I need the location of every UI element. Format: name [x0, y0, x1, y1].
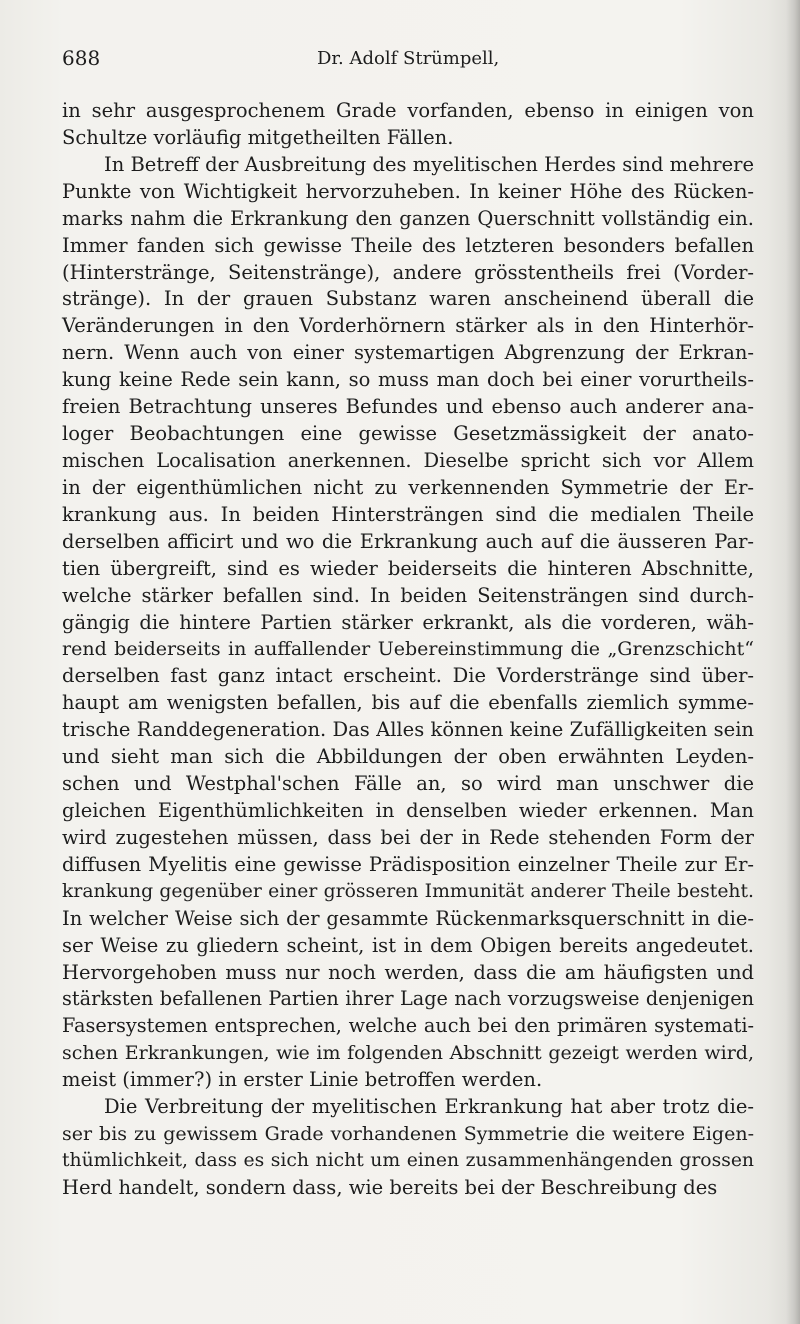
text-line: gleichen Eigenthümlichkeiten in denselben wieder erkennen. Man [62, 798, 754, 822]
page-number: 688 [62, 46, 101, 70]
text-line: ser bis zu gewissem Grade vorhandenen Symmetrie die weitere Eigen- [62, 1123, 754, 1146]
text-line: schen und Westphal'schen Fälle an, so wird man unschwer die [62, 772, 754, 796]
body-text [62, 98, 754, 1202]
text-line: welche stärker befallen sind. In beiden Seitensträngen sind durch- [62, 583, 754, 607]
text-line: diffusen Myelitis eine gewisse Prädisposition einzelner Theile zur Er- [62, 852, 754, 876]
paragraph [62, 98, 754, 152]
text-line: stränge). In der grauen Substanz waren anscheinend überall die [62, 287, 754, 311]
text-line: thümlichkeit, dass es sich nicht um einen zusammenhängenden grossen [62, 1149, 754, 1171]
text-line: mischen Localisation anerkennen. Dieselbe spricht sich vor Allem [62, 448, 754, 472]
text-line: In Betreff der Ausbreitung des myelitischen Herdes sind mehrere [104, 152, 754, 176]
text-line: schen Erkrankungen, wie im folgenden Abschnitt gezeigt werden wird, [62, 1042, 754, 1065]
text-line: derselben afficirt und wo die Erkrankung auch auf die äusseren Par- [62, 529, 754, 553]
running-head: Dr. Adolf Strümpell, [317, 48, 500, 69]
text-line: rend beiderseits in auffallender Uebereinstimmung die „Grenzschicht“ [62, 638, 754, 661]
text-line: loger Beobachtungen eine gewisse Gesetzmässigkeit der anato- [62, 422, 754, 446]
text-line: Punkte von Wichtigkeit hervorzuheben. In keiner Höhe des Rücken- [62, 179, 754, 203]
text-line: krankung aus. In beiden Hintersträngen sind die medialen Theile [62, 502, 754, 526]
text-line: nern. Wenn auch von einer systemartigen Abgrenzung der Erkran- [62, 341, 754, 365]
text-line: Herd handelt, sondern dass, wie bereits bei der Beschreibung des [62, 1175, 718, 1199]
text-line: stärksten befallenen Partien ihrer Lage nach vorzugsweise denjenigen [62, 987, 754, 1011]
text-line: derselben fast ganz intact erscheint. Die Vorderstränge sind über- [62, 664, 754, 688]
text-line: tien übergreift, sind es wieder beiderseits die hinteren Abschnitte, [62, 556, 754, 580]
paragraph [62, 1094, 754, 1202]
text-line: marks nahm die Erkrankung den ganzen Querschnitt vollständig ein. [62, 206, 754, 230]
text-line: Immer fanden sich gewisse Theile des letzteren besonders befallen [62, 233, 754, 257]
text-line: In welcher Weise sich der gesammte Rückenmarksquerschnitt in die- [62, 906, 754, 930]
text-line: gängig die hintere Partien stärker erkrankt, als die vorderen, wäh- [62, 610, 754, 634]
text-line: Schultze vorläufig mitgetheilten Fällen. [62, 125, 454, 149]
text-line: Hervorgehoben muss nur noch werden, dass die am häufigsten und [62, 960, 754, 984]
page-edge-shadow [786, 0, 800, 1324]
text-line: trische Randdegeneration. Das Alles können keine Zufälligkeiten sein [62, 718, 754, 742]
text-line: kung keine Rede sein kann, so muss man doch bei einer vorurtheils- [62, 368, 754, 392]
text-line: in der eigenthümlichen nicht zu verkennenden Symmetrie der Er- [62, 475, 754, 499]
text-line: und sieht man sich die Abbildungen der oben erwähnten Leyden- [62, 745, 754, 769]
text-line: wird zugestehen müssen, dass bei der in Rede stehenden Form der [62, 825, 754, 849]
text-line: haupt am wenigsten befallen, bis auf die ebenfalls ziemlich symme- [62, 691, 754, 715]
paragraph [62, 152, 754, 1094]
text-line: Die Verbreitung der myelitischen Erkrankung hat aber trotz die- [104, 1095, 754, 1119]
text-line: in sehr ausgesprochenem Grade vorfanden, ebenso in einigen von [62, 99, 754, 122]
text-line: (Hinterstränge, Seitenstränge), andere grösstentheils frei (Vorder- [62, 260, 754, 284]
text-line: ser Weise zu gliedern scheint, ist in dem Obigen bereits angedeutet. [62, 933, 754, 957]
text-line: krankung gegenüber einer grösseren Immunität anderer Theile besteht. [62, 880, 754, 902]
text-line: meist (immer?) in erster Linie betroffen werden. [62, 1068, 543, 1092]
page-header [62, 46, 754, 76]
text-line: Fasersystemen entsprechen, welche auch bei den primären systemati- [62, 1014, 754, 1038]
text-line: Veränderungen in den Vorderhörnern stärker als in den Hinterhör- [62, 314, 754, 338]
text-line: freien Betrachtung unseres Befundes und ebenso auch anderer ana- [62, 395, 754, 419]
